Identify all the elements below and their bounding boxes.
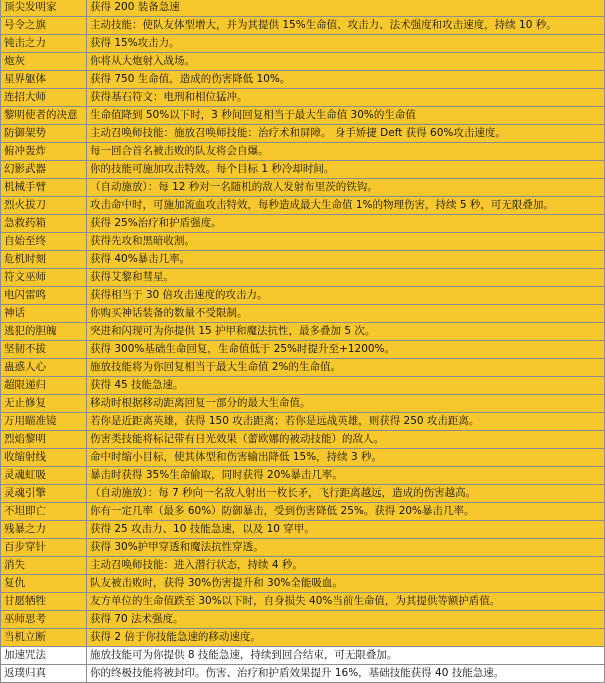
augment-name-cell: 自始至终 [1, 233, 87, 251]
augment-description-cell: 每一回合首名被击败的队友将会自爆。 [87, 143, 605, 161]
augment-table-body [1, 0, 605, 683]
table-row [1, 575, 605, 593]
table-row [1, 305, 605, 323]
augment-description-cell: 主动召唤师技能：施放召唤师技能：治疗术和屏障。 身手矫捷 Deft 获得 60%攻击速度。 [87, 125, 605, 143]
augment-description-cell: 主动技能：使队友体型增大，并为其提供 15%生命值、攻击力、法术强度和攻击速度，持续 10 秒。 [87, 17, 605, 35]
augment-description-cell: 施放技能可为你提供 8 技能急速，持续到回合结束，可无限叠加。 [87, 647, 605, 665]
augment-name-cell: 危机时刻 [1, 251, 87, 269]
table-row [1, 71, 605, 89]
augment-description-cell: 获得 15%攻击力。 [87, 35, 605, 53]
table-row [1, 611, 605, 629]
augment-name-cell: 俯冲轰炸 [1, 143, 87, 161]
table-row [1, 413, 605, 431]
table-row [1, 35, 605, 53]
augment-name-cell: 神话 [1, 305, 87, 323]
augment-description-cell: 你的技能可施加攻击特效。每个目标 1 秒冷却时间。 [87, 161, 605, 179]
augment-description-cell: 主动召唤师技能：进入潜行状态，持续 4 秒。 [87, 557, 605, 575]
augment-description-cell: 命中时缩小目标，使其体型和伤害输出降低 15%，持续 3 秒。 [87, 449, 605, 467]
augment-name-cell: 不坦即亡 [1, 503, 87, 521]
augment-description-cell: 获得基石符文：电刑和相位猛冲。 [87, 89, 605, 107]
table-row [1, 53, 605, 71]
augment-description-cell: 突进和闪现可为你提供 15 护甲和魔法抗性，最多叠加 5 次。 [87, 323, 605, 341]
augment-name-cell: 烈火拔刀 [1, 197, 87, 215]
table-row [1, 359, 605, 377]
augment-description-cell: 你购买神话装备的数量不受限制。 [87, 305, 605, 323]
augment-name-cell: 灵魂引擎 [1, 485, 87, 503]
augment-name-cell: 无止修复 [1, 395, 87, 413]
augment-description-cell: 获得 750 生命值，造成的伤害降低 10%。 [87, 71, 605, 89]
augment-name-cell: 连招大师 [1, 89, 87, 107]
table-row [1, 179, 605, 197]
augment-description-cell: 获得艾黎和彗星。 [87, 269, 605, 287]
augment-name-cell: 消失 [1, 557, 87, 575]
augment-name-cell: 急救药箱 [1, 215, 87, 233]
augment-name-cell: 顶尖发明家 [1, 0, 87, 17]
augment-description-cell: 队友被击败时，获得 30%伤害提升和 30%全能吸血。 [87, 575, 605, 593]
augment-description-cell: 获得 40%暴击几率。 [87, 251, 605, 269]
augment-name-cell: 星界躯体 [1, 71, 87, 89]
table-row [1, 287, 605, 305]
table-row [1, 593, 605, 611]
augment-name-cell: 坚韧不拔 [1, 341, 87, 359]
augment-name-cell: 超限递归 [1, 377, 87, 395]
augment-name-cell: 符文巫师 [1, 269, 87, 287]
augment-name-cell: 巫师思考 [1, 611, 87, 629]
table-row [1, 395, 605, 413]
augment-name-cell: 收缩射线 [1, 449, 87, 467]
augment-description-cell: （自动施放）：每 7 秒向一名敌人射出一枚长矛，飞行距离越远，造成的伤害越高。 [87, 485, 605, 503]
table-row [1, 323, 605, 341]
augment-name-cell: 百步穿针 [1, 539, 87, 557]
table-row [1, 521, 605, 539]
table-row [1, 629, 605, 647]
augment-name-cell: 电闪雷鸣 [1, 287, 87, 305]
augment-description-cell: 你的终极技能将被封印。伤害、治疗和护盾效果提升 16%，基础技能获得 40 技能急速。 [87, 665, 605, 683]
augment-name-cell: 防御架势 [1, 125, 87, 143]
augment-description-cell: 攻击命中时，可施加流血攻击特效，每秒造成最大生命值 1%的物理伤害，持续 5 秒，可无限叠加。 [87, 197, 605, 215]
table-row [1, 539, 605, 557]
table-row [1, 89, 605, 107]
augment-description-cell: 移动时根据移动距离回复一部分的最大生命值。 [87, 395, 605, 413]
augment-name-cell: 炮灰 [1, 53, 87, 71]
augment-description-cell: （自动施放）：每 12 秒对一名随机的敌人发射布里茨的铁钩。 [87, 179, 605, 197]
table-row [1, 0, 605, 17]
table-row [1, 125, 605, 143]
augment-name-cell: 机械手臂 [1, 179, 87, 197]
augment-description-cell: 获得 25%治疗和护盾强度。 [87, 215, 605, 233]
table-row [1, 485, 605, 503]
augment-name-cell: 逃犯的胆魄 [1, 323, 87, 341]
augment-name-cell: 烈焰黎明 [1, 431, 87, 449]
augment-name-cell: 返璞归真 [1, 665, 87, 683]
augment-description-cell: 友方单位的生命值跌至 30%以下时，自身损失 40%当前生命值，为其提供等额护盾值。 [87, 593, 605, 611]
table-row [1, 17, 605, 35]
augment-description-cell: 伤害类技能将标记带有日光效果（蕾欧娜的被动技能）的敌人。 [87, 431, 605, 449]
augment-description-cell: 获得 200 装备急速 [87, 0, 605, 17]
augment-description-cell: 获得先攻和黑暗收割。 [87, 233, 605, 251]
augment-description-cell: 生命值降到 50%以下时，3 秒间回复相当于最大生命值 30%的生命值 [87, 107, 605, 125]
augment-name-cell: 复仇 [1, 575, 87, 593]
augment-name-cell: 号令之旗 [1, 17, 87, 35]
augment-name-cell: 残暴之力 [1, 521, 87, 539]
augment-description-cell: 获得 70 法术强度。 [87, 611, 605, 629]
augment-description-cell: 获得 25 攻击力、10 技能急速，以及 10 穿甲。 [87, 521, 605, 539]
table-row [1, 503, 605, 521]
augment-name-cell: 黎明使者的决意 [1, 107, 87, 125]
table-row [1, 269, 605, 287]
table-row [1, 665, 605, 683]
table-row [1, 215, 605, 233]
augment-name-cell: 蛊惑人心 [1, 359, 87, 377]
augment-description-cell: 你有一定几率（最多 60%）防御暴击，受到伤害降低 25%。获得 20%暴击几率。 [87, 503, 605, 521]
augment-description-cell: 获得 45 技能急速。 [87, 377, 605, 395]
augment-description-cell: 施放技能将为你回复相当于最大生命值 2%的生命值。 [87, 359, 605, 377]
table-row [1, 467, 605, 485]
table-row [1, 197, 605, 215]
augment-description-cell: 获得 300%基础生命回复，生命值低于 25%时提升至+1200%。 [87, 341, 605, 359]
augment-name-cell: 钝击之力 [1, 35, 87, 53]
table-row [1, 431, 605, 449]
table-row [1, 251, 605, 269]
augment-description-cell: 若你是近距离英雄，获得 150 攻击距离；若你是远战英雄，则获得 250 攻击距离。 [87, 413, 605, 431]
augment-description-cell: 暴击时获得 35%生命偷取，同时获得 20%暴击几率。 [87, 467, 605, 485]
augment-name-cell: 万用瞄准镜 [1, 413, 87, 431]
augment-description-cell: 你将从大炮射入战场。 [87, 53, 605, 71]
augment-description-cell: 获得 30%护甲穿透和魔法抗性穿透。 [87, 539, 605, 557]
table-row [1, 647, 605, 665]
table-row [1, 107, 605, 125]
table-row [1, 557, 605, 575]
table-row [1, 377, 605, 395]
augment-description-cell: 获得相当于 30 倍攻击速度的攻击力。 [87, 287, 605, 305]
table-row [1, 341, 605, 359]
table-row [1, 143, 605, 161]
augment-name-cell: 当机立断 [1, 629, 87, 647]
table-row [1, 449, 605, 467]
augment-name-cell: 幻影武器 [1, 161, 87, 179]
augment-description-cell: 获得 2 倍于你技能急速的移动速度。 [87, 629, 605, 647]
augment-name-cell: 灵魂虹吸 [1, 467, 87, 485]
table-row [1, 161, 605, 179]
table-row [1, 233, 605, 251]
augment-name-cell: 甘愿牺牲 [1, 593, 87, 611]
augment-name-cell: 加速咒法 [1, 647, 87, 665]
